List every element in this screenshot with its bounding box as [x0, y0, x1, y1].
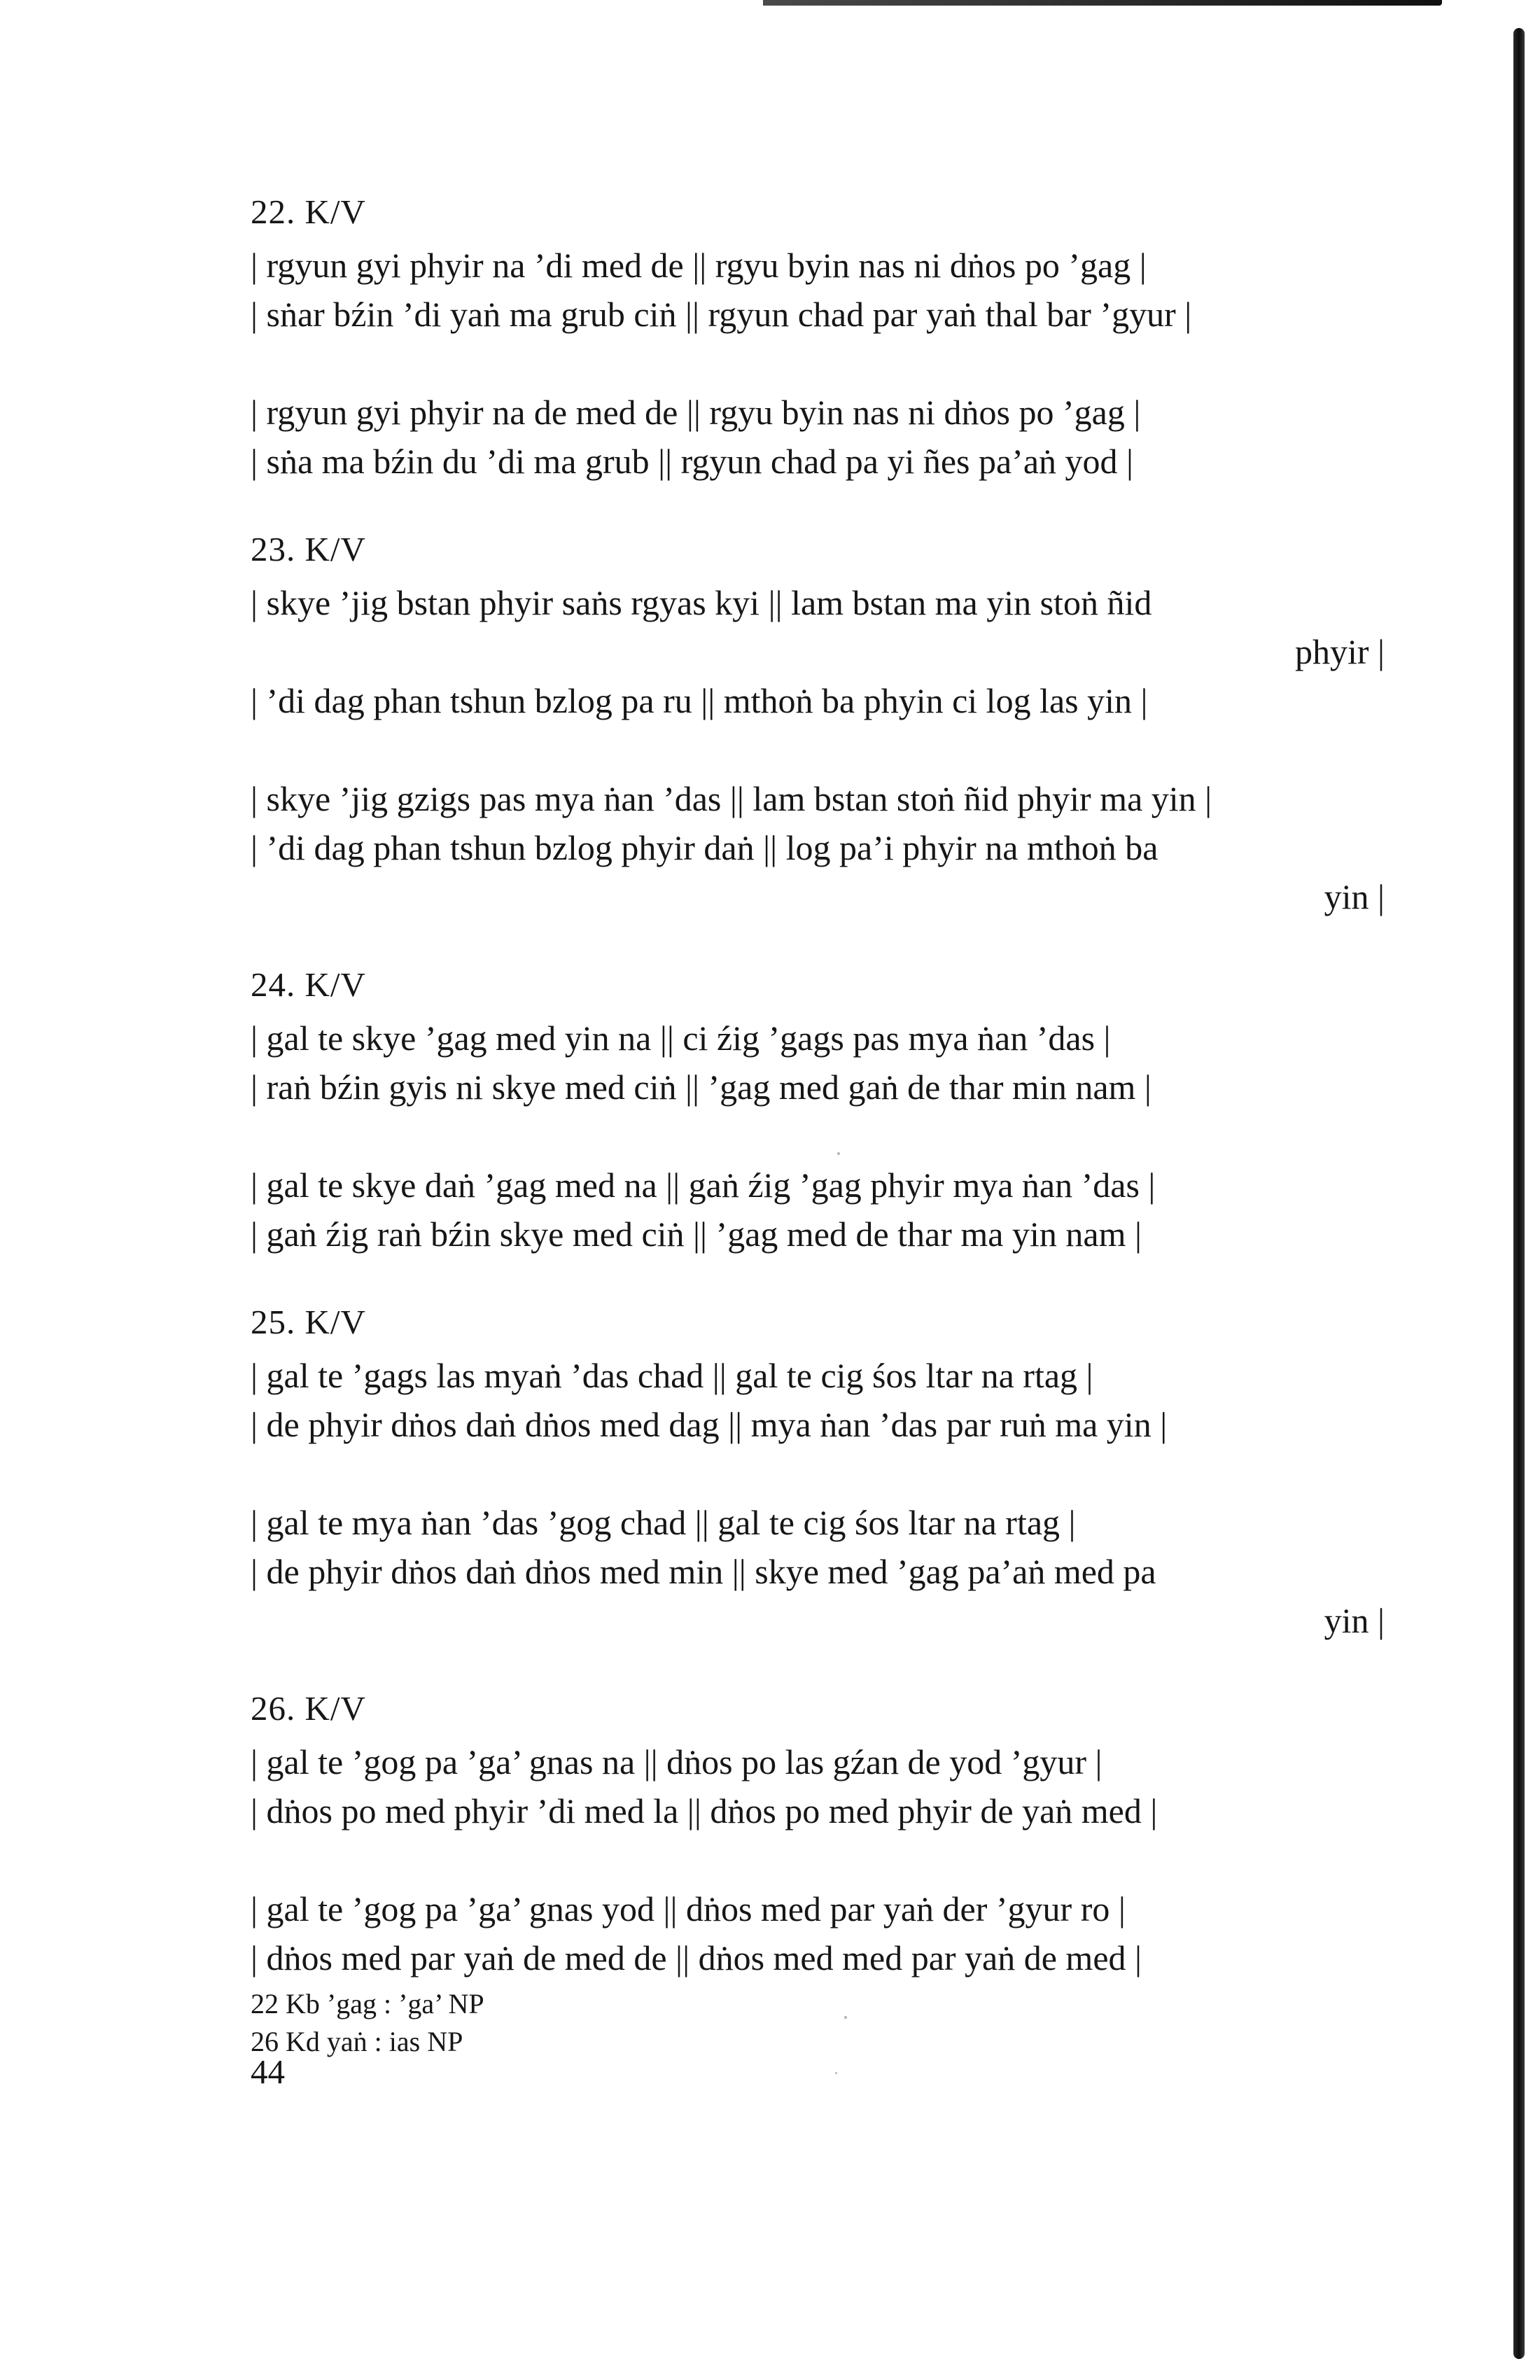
verse-line: | gal te ’gog pa ’ga’ gnas yod || dṅos med par yaṅ der ’gyur ro | — [251, 1889, 1126, 1928]
verse-heading: 26. K/V — [251, 1689, 366, 1728]
verse-line: | gal te skye daṅ ’gag med na || gaṅ źig ’gag phyir mya ṅan ’das | — [251, 1166, 1156, 1205]
verse-section — [251, 183, 1385, 486]
verse-line: | dṅos po med phyir ’di med la || dṅos po med phyir de yaṅ med | — [251, 1791, 1158, 1830]
verse-line: | dṅos med par yaṅ de med de || dṅos med med par yaṅ de med | — [251, 1938, 1142, 1977]
verse-section — [251, 1680, 1385, 1982]
verse-line: | gal te mya ṅan ’das ’gog chad || gal te cig śos ltar na rtag | — [251, 1503, 1076, 1542]
stanza — [251, 388, 1385, 486]
apparatus-note: 26 Kd yaṅ : ias NP — [251, 2026, 463, 2057]
stanza-spacer — [251, 1835, 1385, 1884]
verse-line: | de phyir dṅos daṅ dṅos med min || skye med ’gag pa’aṅ med pa — [251, 1552, 1156, 1591]
stanza — [251, 241, 1385, 339]
apparatus-note: 22 Kb ’gag : ’ga’ NP — [251, 1988, 484, 2019]
verse-heading: 25. K/V — [251, 1303, 366, 1341]
verse-section — [251, 1294, 1385, 1645]
verse-heading: 22. K/V — [251, 192, 366, 231]
stanza — [251, 1351, 1385, 1449]
verse-line: | gal te ’gog pa ’ga’ gnas na || dṅos po las gźan de yod ’gyur | — [251, 1742, 1102, 1782]
stanza — [251, 1014, 1385, 1112]
verse-line: | ’di dag phan tshun bzlog pa ru || mthoṅ ba phyin ci log las yin | — [251, 681, 1148, 720]
verse-text-body — [251, 183, 1385, 2061]
stanza-spacer — [251, 1112, 1385, 1161]
verse-line: | sṅa ma bźin du ’di ma grub || rgyun chad pa yi ñes pa’aṅ yod | — [251, 442, 1134, 481]
verse-line: | rgyun gyi phyir na de med de || rgyu byin nas ni dṅos po ’gag | — [251, 393, 1141, 432]
top-border-rule — [763, 0, 1442, 6]
verse-line: | sṅar bźin ’di yaṅ ma grub ciṅ || rgyun chad par yaṅ thal bar ’gyur | — [251, 295, 1192, 334]
stanza — [251, 1161, 1385, 1259]
critical-apparatus-notes — [251, 1985, 1385, 2061]
verse-section — [251, 521, 1385, 921]
verse-section — [251, 956, 1385, 1259]
verse-line: | raṅ bźin gyis ni skye med ciṅ || ’gag med gaṅ de thar min nam | — [251, 1068, 1152, 1107]
verse-line: | gaṅ źig raṅ bźin skye med ciṅ || ’gag med de thar ma yin nam | — [251, 1214, 1142, 1254]
page-edge-shadow — [1513, 28, 1525, 2359]
verse-line: | ’di dag phan tshun bzlog phyir daṅ || log pa’i phyir na mthoṅ ba — [251, 828, 1158, 867]
stanza — [251, 1737, 1385, 1835]
verse-line-continuation: yin | — [1324, 877, 1385, 916]
stanza-spacer — [251, 339, 1385, 388]
section-spacer — [251, 486, 1385, 521]
verse-heading: 23. K/V — [251, 530, 366, 568]
verse-line: | skye ’jig gzigs pas mya ṅan ’das || lam bstan stoṅ ñid phyir ma yin | — [251, 779, 1212, 818]
stanza — [251, 1498, 1385, 1645]
verse-heading: 24. K/V — [251, 965, 366, 1004]
verse-line: | gal te skye ’gag med yin na || ci źig ’gags pas mya ṅan ’das | — [251, 1018, 1111, 1058]
paper-speck — [835, 2072, 837, 2074]
stanza-spacer — [251, 725, 1385, 774]
verse-line: | de phyir dṅos daṅ dṅos med dag || mya ṅan ’das par ruṅ ma yin | — [251, 1405, 1168, 1444]
verse-line-continuation: phyir | — [1294, 632, 1385, 671]
section-spacer — [251, 921, 1385, 956]
stanza-spacer — [251, 1449, 1385, 1498]
stanza — [251, 774, 1385, 921]
page-number: 44 — [251, 2052, 285, 2091]
section-spacer — [251, 1259, 1385, 1294]
stanza — [251, 578, 1385, 725]
verse-line: | gal te ’gags las myaṅ ’das chad || gal te cig śos ltar na rtag | — [251, 1356, 1093, 1395]
section-spacer — [251, 1645, 1385, 1680]
verse-line: | skye ’jig bstan phyir saṅs rgyas kyi || lam bstan ma yin stoṅ ñid — [251, 583, 1152, 622]
verse-line: | rgyun gyi phyir na ’di med de || rgyu byin nas ni dṅos po ’gag | — [251, 246, 1147, 285]
verse-line-continuation: yin | — [1324, 1601, 1385, 1640]
stanza — [251, 1884, 1385, 1982]
